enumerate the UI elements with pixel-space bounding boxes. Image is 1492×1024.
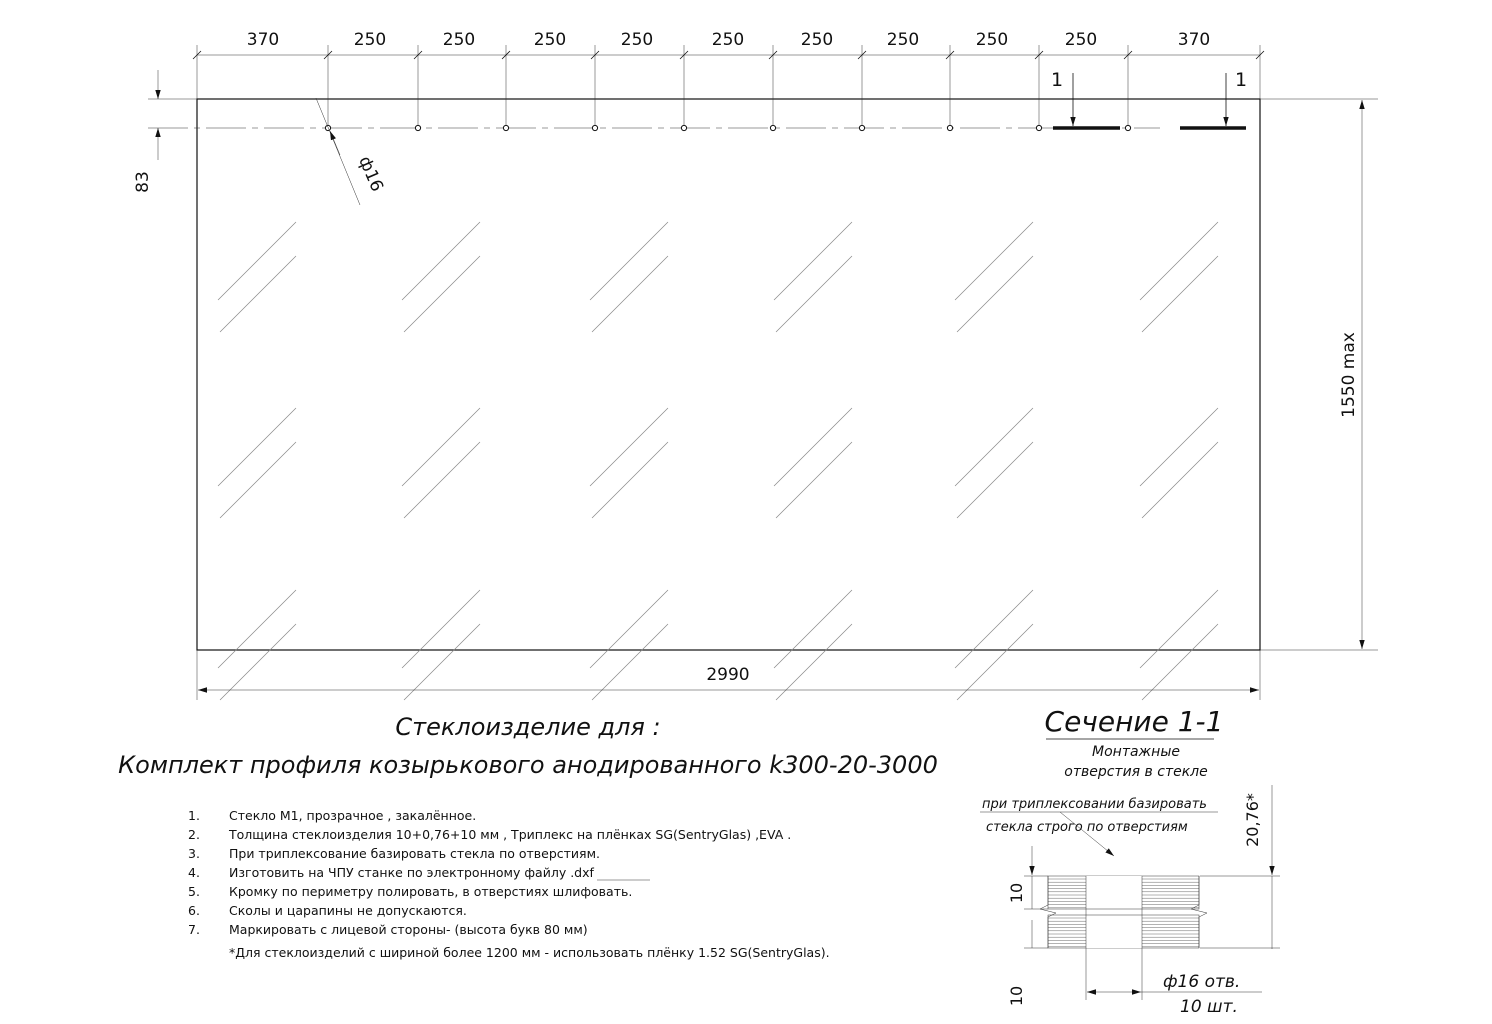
section-mark-right: 1 — [1234, 69, 1248, 91]
title-line-2: Комплект профиля козырькового анодированного k300-20-3000 — [118, 751, 938, 779]
glass-hatch-line — [955, 590, 1033, 668]
section-subtitle-2: отверстия в стекле — [1064, 764, 1208, 780]
dim-label-9: 250 — [975, 30, 1009, 50]
edge-offset-label: 83 — [133, 171, 153, 193]
mounting-hole — [1036, 125, 1041, 130]
notes-list — [188, 808, 830, 960]
note-item-1: Стекло М1, прозрачное , закалённое. — [229, 808, 477, 823]
note-footnote: *Для стеклоизделий с шириной более 1200 мм - использовать плёнку 1.52 SG(SentryGlas). — [229, 945, 830, 960]
edge-offset-dimension — [133, 70, 158, 193]
dim-label-8: 250 — [886, 30, 920, 50]
mounting-hole — [1125, 125, 1130, 130]
mounting-hole — [592, 125, 597, 130]
note-item-6: Сколы и царапины не допускаются. — [229, 903, 467, 918]
dim-label-3: 250 — [442, 30, 476, 50]
thickness-total-label: 20,76* — [1243, 793, 1262, 847]
layer-top-label: 10 — [1007, 882, 1026, 904]
mounting-hole — [770, 125, 775, 130]
note-item-7: Маркировать с лицевой стороны- (высота букв 80 мм) — [229, 922, 588, 937]
glass-hatch-line — [1142, 256, 1218, 332]
section-drawing — [980, 785, 1280, 1017]
layer-bottom-label: 10 — [1007, 985, 1026, 1007]
glass-hatch-line — [404, 624, 480, 700]
note-number-1: 1. — [188, 808, 200, 823]
glass-hatch-line — [220, 624, 296, 700]
glass-hatch-marks — [218, 222, 1218, 700]
dim-label-6: 250 — [711, 30, 745, 50]
width-label: 2990 — [706, 665, 750, 685]
glass-hatch-line — [774, 222, 852, 300]
glass-hatch-line — [590, 590, 668, 668]
height-label: 1550 max — [1339, 332, 1359, 418]
dim-label-10: 250 — [1064, 30, 1098, 50]
glass-hatch-line — [590, 222, 668, 300]
dim-label-7: 250 — [800, 30, 834, 50]
mounting-hole — [947, 125, 952, 130]
hole-diameter-label: ф16 — [354, 153, 387, 195]
glass-hatch-line — [592, 442, 668, 518]
glass-hatch-line — [1140, 222, 1218, 300]
glass-hatch-line — [402, 222, 480, 300]
note-item-4: Изготовить на ЧПУ станке по электронному файлу .dxf — [229, 865, 594, 880]
section-title: Сечение 1-1 — [1044, 705, 1224, 738]
dimension-extension-lines — [197, 45, 1260, 128]
note-number-2: 2. — [188, 827, 200, 842]
glass-hatch-line — [404, 256, 480, 332]
section-subtitle-1: Монтажные — [1092, 744, 1180, 760]
mounting-hole — [859, 125, 864, 130]
note-number-3: 3. — [188, 846, 200, 861]
note-item-2: Толщина стеклоизделия 10+0,76+10 мм , Триплекс на плёнках SG(SentryGlas) ,EVA . — [229, 827, 792, 842]
glass-hatch-line — [402, 590, 480, 668]
glass-hatch-line — [774, 408, 852, 486]
section-note-1: при триплексовании базировать — [982, 797, 1207, 812]
mounting-hole — [325, 125, 330, 130]
note-number-7: 7. — [188, 922, 200, 937]
note-number-4: 4. — [188, 865, 200, 880]
glass-hatch-line — [1140, 408, 1218, 486]
glass-hatch-line — [776, 624, 852, 700]
title-line-1: Стеклоизделие для : — [395, 713, 661, 741]
hole-qty-label: 10 шт. — [1180, 997, 1238, 1017]
height-dimension — [1260, 99, 1378, 650]
dim-label-2: 250 — [353, 30, 387, 50]
mounting-hole — [503, 125, 508, 130]
note-number-5: 5. — [188, 884, 200, 899]
mounting-hole — [415, 125, 420, 130]
section-mark-left: 1 — [1050, 69, 1064, 91]
glass-hatch-line — [404, 442, 480, 518]
glass-hatch-line — [957, 624, 1033, 700]
glass-hatch-line — [957, 256, 1033, 332]
glass-hatch-line — [776, 256, 852, 332]
glass-panel-outline — [197, 99, 1260, 650]
glass-hatch-line — [218, 408, 296, 486]
top-dimension-labels — [247, 30, 1210, 50]
hole-diameter-callout — [316, 98, 387, 205]
section-note-2: стекла строго по отверстиям — [986, 820, 1188, 835]
dim-label-4: 250 — [533, 30, 567, 50]
glass-hatch-line — [592, 624, 668, 700]
glass-hatch-line — [955, 408, 1033, 486]
glass-hatch-line — [774, 590, 852, 668]
note-number-6: 6. — [188, 903, 200, 918]
mounting-hole — [681, 125, 686, 130]
hole-spec-label: ф16 отв. — [1163, 972, 1241, 992]
dim-label-11: 370 — [1177, 30, 1211, 50]
glass-hatch-line — [220, 256, 296, 332]
glass-hatch-line — [592, 256, 668, 332]
glass-hatch-line — [220, 442, 296, 518]
width-dimension — [197, 650, 1260, 700]
glass-hatch-line — [1142, 624, 1218, 700]
glass-hatch-line — [218, 590, 296, 668]
glass-hatch-line — [218, 222, 296, 300]
dim-label-5: 250 — [620, 30, 654, 50]
glass-hatch-line — [1142, 442, 1218, 518]
glass-hatch-line — [955, 222, 1033, 300]
note-item-5: Кромку по периметру полировать, в отверстиях шлифовать. — [229, 884, 633, 899]
glass-hatch-line — [957, 442, 1033, 518]
glass-hatch-line — [402, 408, 480, 486]
glass-hatch-line — [1140, 590, 1218, 668]
section-header — [1045, 705, 1224, 780]
note-item-3: При триплексование базировать стекла по отверстиям. — [229, 846, 600, 861]
dim-label-1: 370 — [246, 30, 280, 50]
glass-hatch-line — [590, 408, 668, 486]
glass-hatch-line — [776, 442, 852, 518]
